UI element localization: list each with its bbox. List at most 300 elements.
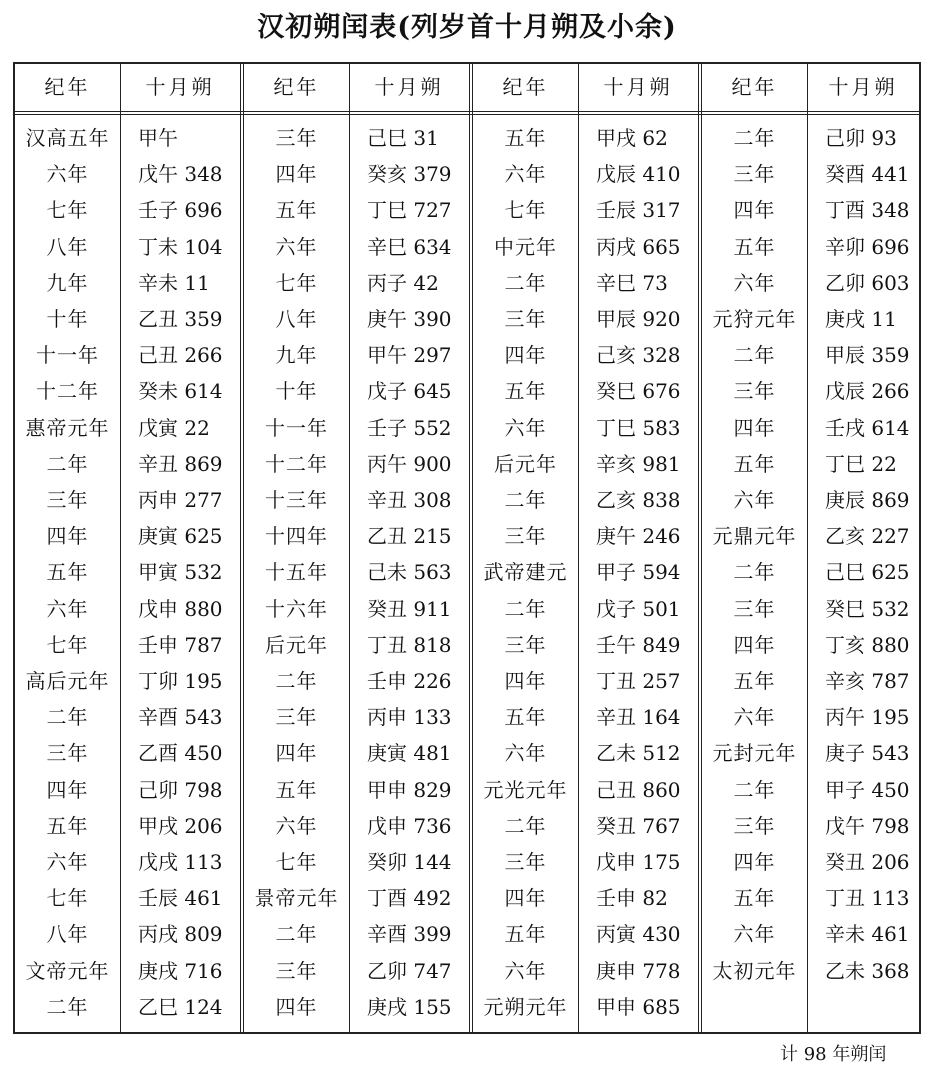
new-moon-cell: 辛丑 869 — [138, 451, 223, 476]
new-moon-cell: 戊申 736 — [367, 813, 452, 838]
calendar-table — [13, 62, 921, 1034]
table-row — [473, 808, 698, 844]
new-moon-cell: 戊戌 113 — [138, 850, 223, 874]
era-year-cell: 七年 — [46, 886, 89, 911]
era-year-cell: 七年 — [46, 632, 89, 657]
era-year-cell: 三年 — [504, 850, 547, 874]
new-moon-cell: 甲子 450 — [825, 777, 910, 802]
new-moon-cell: 戊申 175 — [596, 850, 681, 874]
new-moon-cell: 丙申 277 — [138, 488, 223, 512]
era-year-cell: 四年 — [275, 162, 318, 187]
new-moon-cell: 壬辰 317 — [596, 198, 681, 223]
new-moon-cell: 癸卯 144 — [367, 850, 452, 874]
new-moon-cell: 丁卯 195 — [138, 669, 223, 693]
table-row — [15, 916, 240, 952]
era-year-cell: 三年 — [733, 596, 776, 621]
table-row — [244, 518, 469, 554]
table-row — [702, 699, 919, 735]
table-row — [473, 301, 698, 337]
era-year-cell: 八年 — [46, 234, 89, 259]
new-moon-cell: 甲午 — [138, 126, 178, 150]
table-row — [244, 699, 469, 735]
era-year-cell: 三年 — [504, 632, 547, 657]
header-value: 十月朔 — [828, 75, 898, 99]
era-year-cell: 三年 — [275, 705, 318, 730]
table-row — [473, 265, 698, 301]
new-moon-cell: 乙卯 747 — [367, 958, 452, 983]
new-moon-cell: 甲午 297 — [367, 343, 452, 368]
new-moon-cell: 乙丑 359 — [138, 307, 223, 331]
new-moon-cell: 戊午 798 — [825, 813, 910, 838]
new-moon-cell: 丁巳 727 — [367, 198, 452, 223]
new-moon-cell: 乙卯 603 — [825, 270, 910, 295]
table-row — [15, 844, 240, 880]
new-moon-cell: 甲辰 920 — [596, 307, 681, 331]
new-moon-cell: 癸未 614 — [138, 379, 223, 404]
era-year-cell: 十年 — [46, 307, 89, 331]
new-moon-cell: 癸亥 379 — [367, 162, 452, 187]
era-year-cell: 六年 — [504, 162, 547, 187]
table-row — [244, 156, 469, 192]
era-year-cell: 四年 — [46, 777, 89, 802]
column-group-3 — [473, 64, 698, 1032]
table-row — [15, 953, 240, 989]
table-row — [244, 337, 469, 373]
new-moon-cell: 辛未 461 — [825, 922, 910, 947]
table-row — [702, 337, 919, 373]
new-moon-cell: 辛丑 164 — [596, 705, 681, 730]
era-year-cell: 三年 — [46, 741, 89, 766]
new-moon-cell: 戊寅 22 — [138, 415, 210, 440]
new-moon-cell: 庚戌 716 — [138, 958, 223, 983]
era-year-cell: 三年 — [504, 524, 547, 549]
new-moon-cell: 丙戌 809 — [138, 922, 223, 947]
new-moon-cell: 庚辰 869 — [825, 488, 910, 512]
new-moon-cell: 乙酉 450 — [138, 741, 223, 766]
table-row — [244, 554, 469, 590]
table-row — [473, 446, 698, 482]
new-moon-cell: 乙巳 124 — [138, 994, 223, 1019]
era-year-cell: 四年 — [275, 994, 318, 1019]
table-row — [473, 518, 698, 554]
era-year-cell: 二年 — [504, 596, 547, 621]
new-moon-cell: 己巳 31 — [367, 126, 439, 150]
era-year-cell: 文帝元年 — [25, 958, 110, 983]
table-row — [702, 229, 919, 265]
table-row — [15, 699, 240, 735]
table-row — [473, 156, 698, 192]
header-year: 纪年 — [44, 75, 91, 99]
table-row — [473, 373, 698, 409]
new-moon-cell: 癸巳 676 — [596, 379, 681, 404]
era-year-cell: 五年 — [46, 560, 89, 585]
era-year-cell: 二年 — [46, 705, 89, 730]
era-year-cell: 五年 — [275, 777, 318, 802]
table-row — [702, 373, 919, 409]
table-row — [244, 808, 469, 844]
table-row — [15, 120, 240, 156]
era-year-cell: 三年 — [733, 379, 776, 404]
header-value: 十月朔 — [145, 75, 215, 99]
new-moon-cell: 甲寅 532 — [138, 560, 223, 585]
table-row — [702, 265, 919, 301]
era-year-cell: 六年 — [46, 850, 89, 874]
new-moon-cell: 丙子 42 — [367, 270, 439, 295]
new-moon-cell: 丁酉 492 — [367, 886, 452, 911]
era-year-cell: 三年 — [275, 126, 318, 150]
era-year-cell: 五年 — [733, 451, 776, 476]
table-row — [473, 772, 698, 808]
table-row — [15, 591, 240, 627]
table-row — [702, 916, 919, 952]
era-year-cell: 汉高五年 — [25, 126, 110, 150]
era-year-cell: 二年 — [46, 994, 89, 1019]
table-row — [702, 156, 919, 192]
table-row — [15, 989, 240, 1025]
new-moon-cell: 辛丑 308 — [367, 488, 452, 512]
table-row — [702, 410, 919, 446]
new-moon-cell: 戊申 880 — [138, 596, 223, 621]
era-year-cell: 后元年 — [494, 451, 557, 476]
table-row — [702, 301, 919, 337]
era-year-cell: 十二年 — [36, 379, 99, 404]
era-year-cell: 太初元年 — [712, 958, 797, 983]
table-row — [473, 663, 698, 699]
table-row — [15, 880, 240, 916]
table-row — [702, 554, 919, 590]
table-row — [702, 591, 919, 627]
era-year-cell: 十五年 — [265, 560, 328, 585]
table-row — [244, 482, 469, 518]
new-moon-cell: 壬子 552 — [367, 415, 452, 440]
table-row — [244, 989, 469, 1025]
new-moon-cell: 丁丑 113 — [825, 886, 910, 911]
era-year-cell: 五年 — [733, 886, 776, 911]
table-row — [15, 156, 240, 192]
new-moon-cell: 辛卯 696 — [825, 234, 910, 259]
era-year-cell: 六年 — [733, 488, 776, 512]
table-row — [244, 373, 469, 409]
new-moon-cell: 己丑 266 — [138, 343, 223, 368]
new-moon-cell: 甲子 594 — [596, 560, 681, 585]
table-row — [15, 265, 240, 301]
era-year-cell: 八年 — [275, 307, 318, 331]
era-year-cell: 二年 — [504, 813, 547, 838]
era-year-cell: 六年 — [46, 162, 89, 187]
table-row — [15, 482, 240, 518]
new-moon-cell: 庚戌 11 — [825, 307, 897, 331]
era-year-cell: 惠帝元年 — [25, 415, 110, 440]
new-moon-cell: 戊午 348 — [138, 162, 223, 187]
new-moon-cell: 戊辰 266 — [825, 379, 910, 404]
era-year-cell: 六年 — [504, 741, 547, 766]
header-value: 十月朔 — [603, 75, 673, 99]
era-year-cell: 中元年 — [494, 234, 557, 259]
new-moon-cell: 丙寅 430 — [596, 922, 681, 947]
era-year-cell: 十二年 — [265, 451, 328, 476]
table-row — [473, 554, 698, 590]
era-year-cell: 二年 — [275, 922, 318, 947]
table-row — [244, 844, 469, 880]
era-year-cell: 五年 — [504, 922, 547, 947]
new-moon-cell: 庚寅 481 — [367, 741, 452, 766]
era-year-cell: 元朔元年 — [483, 994, 568, 1019]
new-moon-cell: 乙亥 838 — [596, 488, 681, 512]
table-row — [15, 808, 240, 844]
new-moon-cell: 戊子 645 — [367, 379, 452, 404]
era-year-cell: 二年 — [733, 126, 776, 150]
table-row — [702, 518, 919, 554]
era-year-cell: 六年 — [504, 958, 547, 983]
table-row — [702, 482, 919, 518]
era-year-cell: 六年 — [46, 596, 89, 621]
table-row — [244, 591, 469, 627]
era-year-cell: 六年 — [504, 415, 547, 440]
table-row — [15, 337, 240, 373]
new-moon-cell: 甲戌 62 — [596, 126, 668, 150]
new-moon-cell: 庚申 778 — [596, 958, 681, 983]
era-year-cell: 四年 — [733, 198, 776, 223]
table-row — [473, 229, 698, 265]
new-moon-cell: 癸丑 767 — [596, 813, 681, 838]
table-row — [473, 627, 698, 663]
header-value: 十月朔 — [374, 75, 444, 99]
era-year-cell: 十一年 — [36, 343, 99, 368]
era-year-cell: 十年 — [275, 379, 318, 404]
era-year-cell: 五年 — [46, 813, 89, 838]
era-year-cell: 六年 — [275, 813, 318, 838]
new-moon-cell: 壬戌 614 — [825, 415, 910, 440]
era-year-cell: 武帝建元 — [483, 560, 568, 585]
era-year-cell: 四年 — [504, 886, 547, 911]
era-year-cell: 六年 — [733, 922, 776, 947]
new-moon-cell: 丁巳 583 — [596, 415, 681, 440]
table-row — [244, 192, 469, 228]
era-year-cell: 二年 — [504, 270, 547, 295]
era-year-cell: 景帝元年 — [254, 886, 339, 911]
era-year-cell: 四年 — [275, 741, 318, 766]
era-year-cell: 四年 — [504, 343, 547, 368]
era-year-cell: 三年 — [733, 813, 776, 838]
new-moon-cell: 壬申 82 — [596, 886, 668, 911]
era-year-cell: 五年 — [504, 705, 547, 730]
table-row — [702, 953, 919, 989]
new-moon-cell: 庚寅 625 — [138, 524, 223, 549]
table-row — [473, 989, 698, 1025]
era-year-cell: 三年 — [733, 162, 776, 187]
table-row — [15, 301, 240, 337]
era-year-cell: 三年 — [504, 307, 547, 331]
new-moon-cell: 丙戌 665 — [596, 234, 681, 259]
table-row — [473, 410, 698, 446]
era-year-cell: 十四年 — [265, 524, 328, 549]
table-row — [244, 772, 469, 808]
table-row — [702, 880, 919, 916]
era-year-cell: 二年 — [733, 343, 776, 368]
era-year-cell: 二年 — [46, 451, 89, 476]
new-moon-cell: 辛未 11 — [138, 270, 210, 295]
era-year-cell: 七年 — [275, 270, 318, 295]
era-year-cell: 二年 — [733, 777, 776, 802]
table-row — [15, 735, 240, 771]
new-moon-cell: 壬申 226 — [367, 669, 452, 693]
new-moon-cell: 壬午 849 — [596, 632, 681, 657]
table-row — [702, 735, 919, 771]
new-moon-cell: 乙未 368 — [825, 958, 910, 983]
table-row — [702, 844, 919, 880]
table-title: 汉初朔闰表(列岁首十月朔及小余) — [257, 12, 677, 43]
new-moon-cell: 辛酉 543 — [138, 705, 223, 730]
era-year-cell: 元封元年 — [712, 741, 797, 766]
era-year-cell: 四年 — [46, 524, 89, 549]
new-moon-cell: 己亥 328 — [596, 343, 681, 368]
era-year-cell: 四年 — [733, 632, 776, 657]
new-moon-cell: 丙申 133 — [367, 705, 452, 730]
new-moon-cell: 戊辰 410 — [596, 162, 681, 187]
era-year-cell: 七年 — [275, 850, 318, 874]
table-row — [15, 772, 240, 808]
table-row — [473, 735, 698, 771]
header-year: 纪年 — [502, 75, 549, 99]
table-row — [244, 663, 469, 699]
header-year: 纪年 — [273, 75, 320, 99]
new-moon-cell: 乙丑 215 — [367, 524, 452, 549]
new-moon-cell: 丁丑 257 — [596, 669, 681, 693]
new-moon-cell: 壬辰 461 — [138, 886, 223, 911]
table-row — [15, 229, 240, 265]
era-year-cell: 二年 — [733, 560, 776, 585]
table-row — [702, 627, 919, 663]
table-row — [15, 446, 240, 482]
era-year-cell: 四年 — [504, 669, 547, 693]
table-row — [15, 518, 240, 554]
era-year-cell: 二年 — [275, 669, 318, 693]
era-year-cell: 六年 — [275, 234, 318, 259]
era-year-cell: 四年 — [733, 415, 776, 440]
era-year-cell: 后元年 — [265, 632, 328, 657]
new-moon-cell: 甲申 829 — [367, 777, 452, 802]
new-moon-cell: 辛酉 399 — [367, 922, 452, 947]
footer-note: 计 98 年朔闰 — [780, 1044, 887, 1065]
table-row — [473, 916, 698, 952]
era-year-cell: 四年 — [733, 850, 776, 874]
table-row — [702, 808, 919, 844]
new-moon-cell: 己卯 93 — [825, 126, 897, 150]
new-moon-cell: 庚子 543 — [825, 741, 910, 766]
table-row — [15, 373, 240, 409]
table-row — [473, 192, 698, 228]
era-year-cell: 九年 — [46, 270, 89, 295]
era-year-cell: 三年 — [46, 488, 89, 512]
new-moon-cell: 庚午 246 — [596, 524, 681, 549]
table-row — [15, 410, 240, 446]
table-row — [244, 916, 469, 952]
era-year-cell: 元鼎元年 — [712, 524, 797, 549]
table-row — [473, 120, 698, 156]
new-moon-cell: 己卯 798 — [138, 777, 223, 802]
table-row — [702, 446, 919, 482]
era-year-cell: 十六年 — [265, 596, 328, 621]
new-moon-cell: 壬子 696 — [138, 198, 223, 223]
table-row — [244, 953, 469, 989]
table-row — [15, 192, 240, 228]
header-year: 纪年 — [731, 75, 778, 99]
table-row — [473, 880, 698, 916]
new-moon-cell: 癸酉 441 — [825, 162, 910, 187]
table-row — [244, 410, 469, 446]
new-moon-cell: 丁酉 348 — [825, 198, 910, 223]
era-year-cell: 五年 — [733, 234, 776, 259]
era-year-cell: 七年 — [504, 198, 547, 223]
era-year-cell: 五年 — [275, 198, 318, 223]
new-moon-cell: 甲辰 359 — [825, 343, 910, 368]
new-moon-cell: 壬申 787 — [138, 632, 223, 657]
new-moon-cell: 辛巳 73 — [596, 270, 668, 295]
era-year-cell: 元狩元年 — [712, 307, 797, 331]
new-moon-cell: 辛巳 634 — [367, 234, 452, 259]
era-year-cell: 六年 — [733, 270, 776, 295]
table-row — [15, 554, 240, 590]
table-row — [244, 627, 469, 663]
era-year-cell: 六年 — [733, 705, 776, 730]
new-moon-cell: 癸丑 206 — [825, 850, 910, 874]
table-row — [702, 772, 919, 808]
new-moon-cell: 乙未 512 — [596, 741, 681, 766]
new-moon-cell: 丙午 195 — [825, 705, 910, 730]
table-row — [244, 880, 469, 916]
column-group-1 — [15, 64, 240, 1032]
new-moon-cell: 庚午 390 — [367, 307, 452, 331]
new-moon-cell: 丁丑 818 — [367, 632, 452, 657]
era-year-cell: 八年 — [46, 922, 89, 947]
table-row — [473, 844, 698, 880]
new-moon-cell: 丁亥 880 — [825, 632, 910, 657]
era-year-cell: 高后元年 — [25, 669, 110, 693]
new-moon-cell: 癸巳 532 — [825, 596, 910, 621]
new-moon-cell: 戊子 501 — [596, 596, 681, 621]
table-row — [15, 627, 240, 663]
table-row — [15, 663, 240, 699]
era-year-cell: 十三年 — [265, 488, 328, 512]
table-row — [244, 735, 469, 771]
table-row — [473, 482, 698, 518]
era-year-cell: 五年 — [504, 126, 547, 150]
era-year-cell: 五年 — [504, 379, 547, 404]
era-year-cell: 三年 — [275, 958, 318, 983]
new-moon-cell: 乙亥 227 — [825, 524, 910, 549]
table-row — [473, 591, 698, 627]
new-moon-cell: 丙午 900 — [367, 451, 452, 476]
table-row — [244, 301, 469, 337]
new-moon-cell: 辛亥 787 — [825, 669, 910, 693]
era-year-cell: 七年 — [46, 198, 89, 223]
table-row — [473, 337, 698, 373]
table-row — [473, 953, 698, 989]
era-year-cell: 十一年 — [265, 415, 328, 440]
table-row — [702, 663, 919, 699]
new-moon-cell: 己未 563 — [367, 560, 452, 585]
table-row — [702, 120, 919, 156]
new-moon-cell: 丁未 104 — [138, 234, 223, 259]
new-moon-cell: 甲戌 206 — [138, 813, 223, 838]
era-year-cell: 五年 — [733, 669, 776, 693]
table-row — [244, 229, 469, 265]
table-row — [244, 446, 469, 482]
new-moon-cell: 癸丑 911 — [367, 596, 452, 621]
table-row — [702, 192, 919, 228]
table-row — [473, 699, 698, 735]
table-row — [244, 120, 469, 156]
